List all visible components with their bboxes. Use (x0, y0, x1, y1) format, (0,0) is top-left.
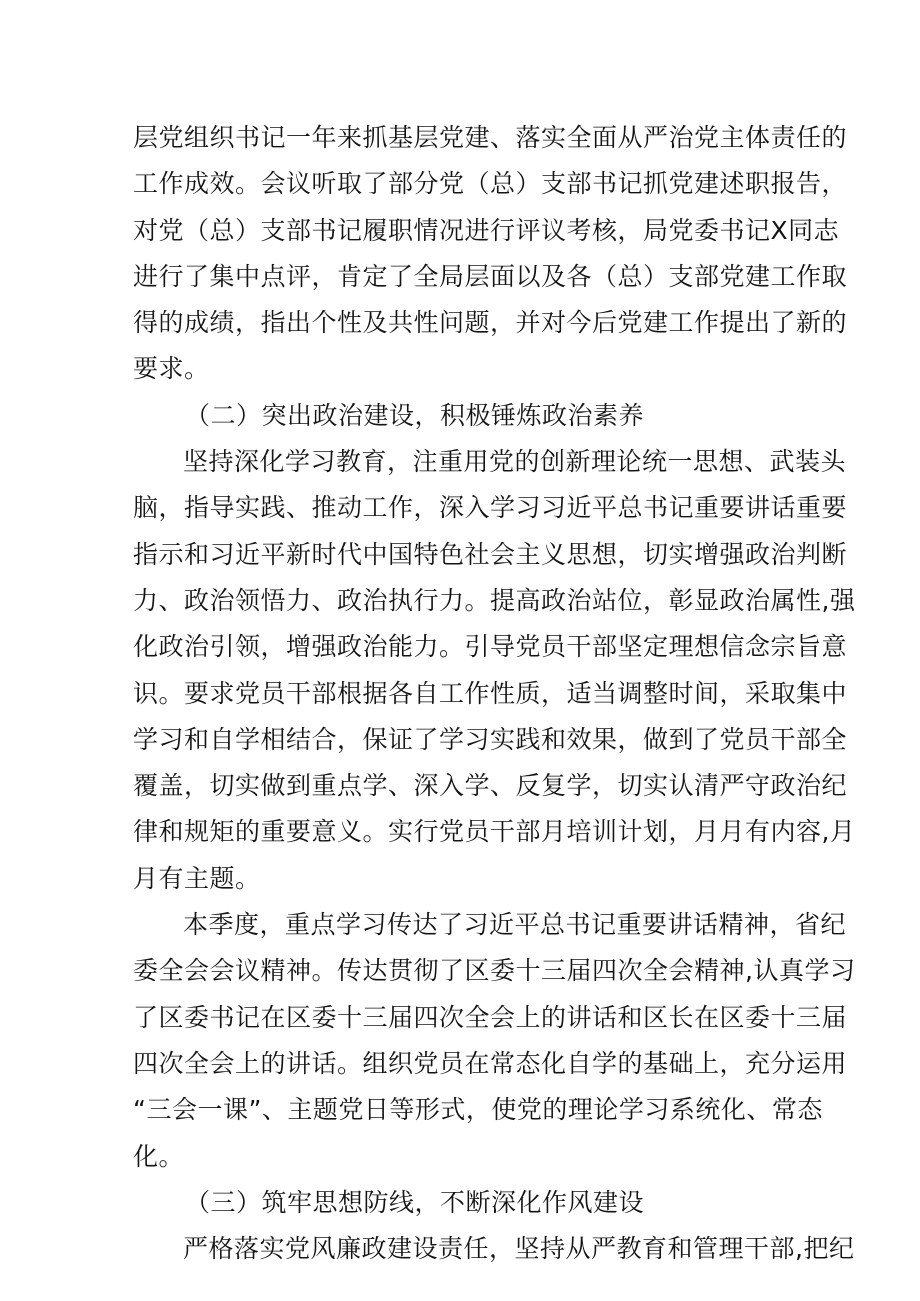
text-line: 覆盖，切实做到重点学、深入学、反复学，切实认清严守政治纪 (133, 771, 848, 801)
text-line: 脑，指导实践、推动工作，深入学习习近平总书记重要讲话重要 (133, 493, 848, 523)
text-line: 四次全会上的讲话。组织党员在常态化自学的基础上，充分运用 (133, 1048, 848, 1078)
text-line: 得的成绩，指出个性及共性问题，并对今后党建工作提出了新的 (133, 308, 848, 338)
section-heading: （二）突出政治建设，积极锤炼政治素养 (185, 400, 645, 430)
text-line: 委全会会议精神。传达贯彻了区委十三届四次全会精神,认真学习 (133, 956, 856, 986)
text-line: 学习和自学相结合，保证了学习实践和效果，做到了党员干部全 (133, 724, 848, 754)
text-line: 律和规矩的重要意义。实行党员干部月培训计划，月月有内容,月 (133, 817, 856, 847)
document-body (133, 115, 856, 1272)
text-line: 对党（总）支部书记履职情况进行评议考核，局党委书记X同志 (133, 215, 840, 245)
text-line: 化。 (133, 1141, 185, 1171)
paragraph-first-line: 坚持深化学习教育，注重用党的创新理论统一思想、武装头 (183, 447, 847, 477)
text-line: 识。要求党员干部根据各自工作性质，适当调整时间，采取集中 (133, 678, 848, 708)
paragraph-first-line: 本季度，重点学习传达了习近平总书记重要讲话精神，省纪 (183, 910, 847, 940)
text-line: 要求。 (133, 354, 210, 384)
text-line: 进行了集中点评，肯定了全局层面以及各（总）支部党建工作取 (133, 261, 848, 291)
text-line: 层党组织书记一年来抓基层党建、落实全面从严治党主体责任的 (133, 123, 848, 152)
text-line: 工作成效。会议听取了部分党（总）支部书记抓党建述职报告， (133, 169, 848, 199)
text-line: “三会一课”、主题党日等形式，使党的理论学习系统化、常态 (133, 1095, 823, 1125)
section-heading: （三）筑牢思想防线，不断深化作风建设 (185, 1187, 645, 1217)
text-line: 化政治引领，增强政治能力。引导党员干部坚定理想信念宗旨意 (133, 632, 848, 662)
text-line: 了区委书记在区委十三届四次全会上的讲话和区长在区委十三届 (133, 1002, 848, 1032)
text-line: 指示和习近平新时代中国特色社会主义思想，切实增强政治判断 (133, 539, 848, 569)
text-line: 月有主题。 (133, 863, 261, 893)
paragraph-first-line: 严格落实党风廉政建设责任，坚持从严教育和管理干部,把纪 (183, 1234, 855, 1264)
text-line: 力、政治领悟力、政治执行力。提高政治站位，彰显政治属性,强 (133, 585, 856, 615)
